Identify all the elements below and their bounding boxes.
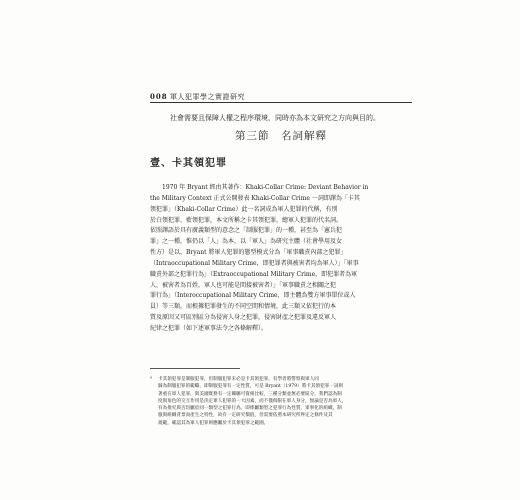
paragraph-line: 依照譯語於具有廣義類型的意念之「制服犯罪」的一種，甚至為「憲兵犯: [150, 227, 343, 235]
footnote-line: 歸為制服犯罪的範疇，即制服犯罪有一定性質，可是 Bryant（1979）將卡其領犯罪一詞則: [158, 384, 344, 390]
paragraph-line: 員）等三類，而根據犯罪發生的不同空間和情境，此三類又依犯行的本: [150, 303, 337, 311]
intro-line: 社會需要且保障人權之程序環境，同時亦為本文研究之方向與目的。: [170, 114, 380, 122]
paragraph-line: 於白領犯罪、藍領犯罪，本文所稱之卡其領犯罪，總軍人犯罪的代名詞。: [150, 216, 343, 224]
subsection-heading: 壹、卡其領犯罪: [150, 158, 227, 169]
page-number: 008: [150, 92, 168, 101]
paragraph-line: 紀律之犯罪（如下述軍事法令之各條解釋）。: [150, 324, 268, 332]
section-title: 第三節 名詞解釋: [235, 130, 327, 142]
running-title: 軍人犯罪學之實證研究: [170, 93, 245, 101]
footnote-line: 卡其領犯罪是制服犯罪，但制服犯罪未必是卡其領犯罪。有學者將警察與軍人同: [158, 377, 319, 382]
footnote-line: 有為推究與否均屬於同一類型之犯罪行為，即係屬類型之犯罪行為性質，軍事化的組織、制: [158, 406, 342, 412]
footnote-line: 著重在軍人犯罪，與美國實務有一定關聯可資相比較，三種分類並無必要區分，我們認為制: [158, 391, 342, 397]
paragraph-line: 性方）是以，Bryant 將軍人犯罪的態型模式分為「軍事職責內部之犯罪」: [150, 249, 347, 257]
paragraph-line: 人，被害者為百姓，軍人也可能是間接被害者）」「軍事職責之相關之犯: [150, 281, 337, 289]
footnote-mark: ⁹: [150, 377, 152, 382]
footnote-rule: [150, 368, 240, 369]
paragraph-line: the Military Context 正式公開發表 Khaki-Collar Crime 一詞即譯為「卡其: [150, 194, 360, 202]
paragraph-line: 職責外部之犯罪行為」（Extraoccupational Military Crime，即犯罪者為軍: [150, 270, 358, 278]
body-paragraph: [150, 183, 412, 335]
paragraph-line: 罪行為」（Interoccupational Military Crime，即主體為雙方軍事單位或人: [150, 292, 356, 300]
footnote-line: 度與角色的交互作用是決定軍人犯罪的一大因素，而不僅侷限在軍人身分，無論是否為軍人，: [158, 398, 347, 404]
paragraph-line: 領犯罪」（Khaki-Collar Crime）此一名詞成為軍人犯罪的代稱，有別: [150, 205, 338, 213]
paragraph-line: 1970 年 Bryant 經由其著作：Khaki-Collar Crime: Deviant Behavior in: [162, 184, 369, 191]
paragraph-line: （Intraoccupational Military Crime，即犯罪者與被害者均為軍人）」「軍事: [150, 259, 359, 267]
footnote-line: 規範，確認其為軍人犯罪則應屬於卡其領犯罪之範圍。: [158, 420, 269, 426]
paragraph-line: 罪」之一種，惟仍以「人」為本，以「軍人」為研究主體（社會學用及女: [150, 238, 343, 246]
page-header: [150, 92, 412, 103]
paragraph-line: 質及原因又可區別區分為侵害人身之犯罪，侵害財產之犯罪及違反軍人: [150, 314, 337, 322]
footnote-line: 服與組織背景而產生之特性，故有一定研究價值，但需要依照本研究所界定之條件及其: [158, 413, 333, 419]
